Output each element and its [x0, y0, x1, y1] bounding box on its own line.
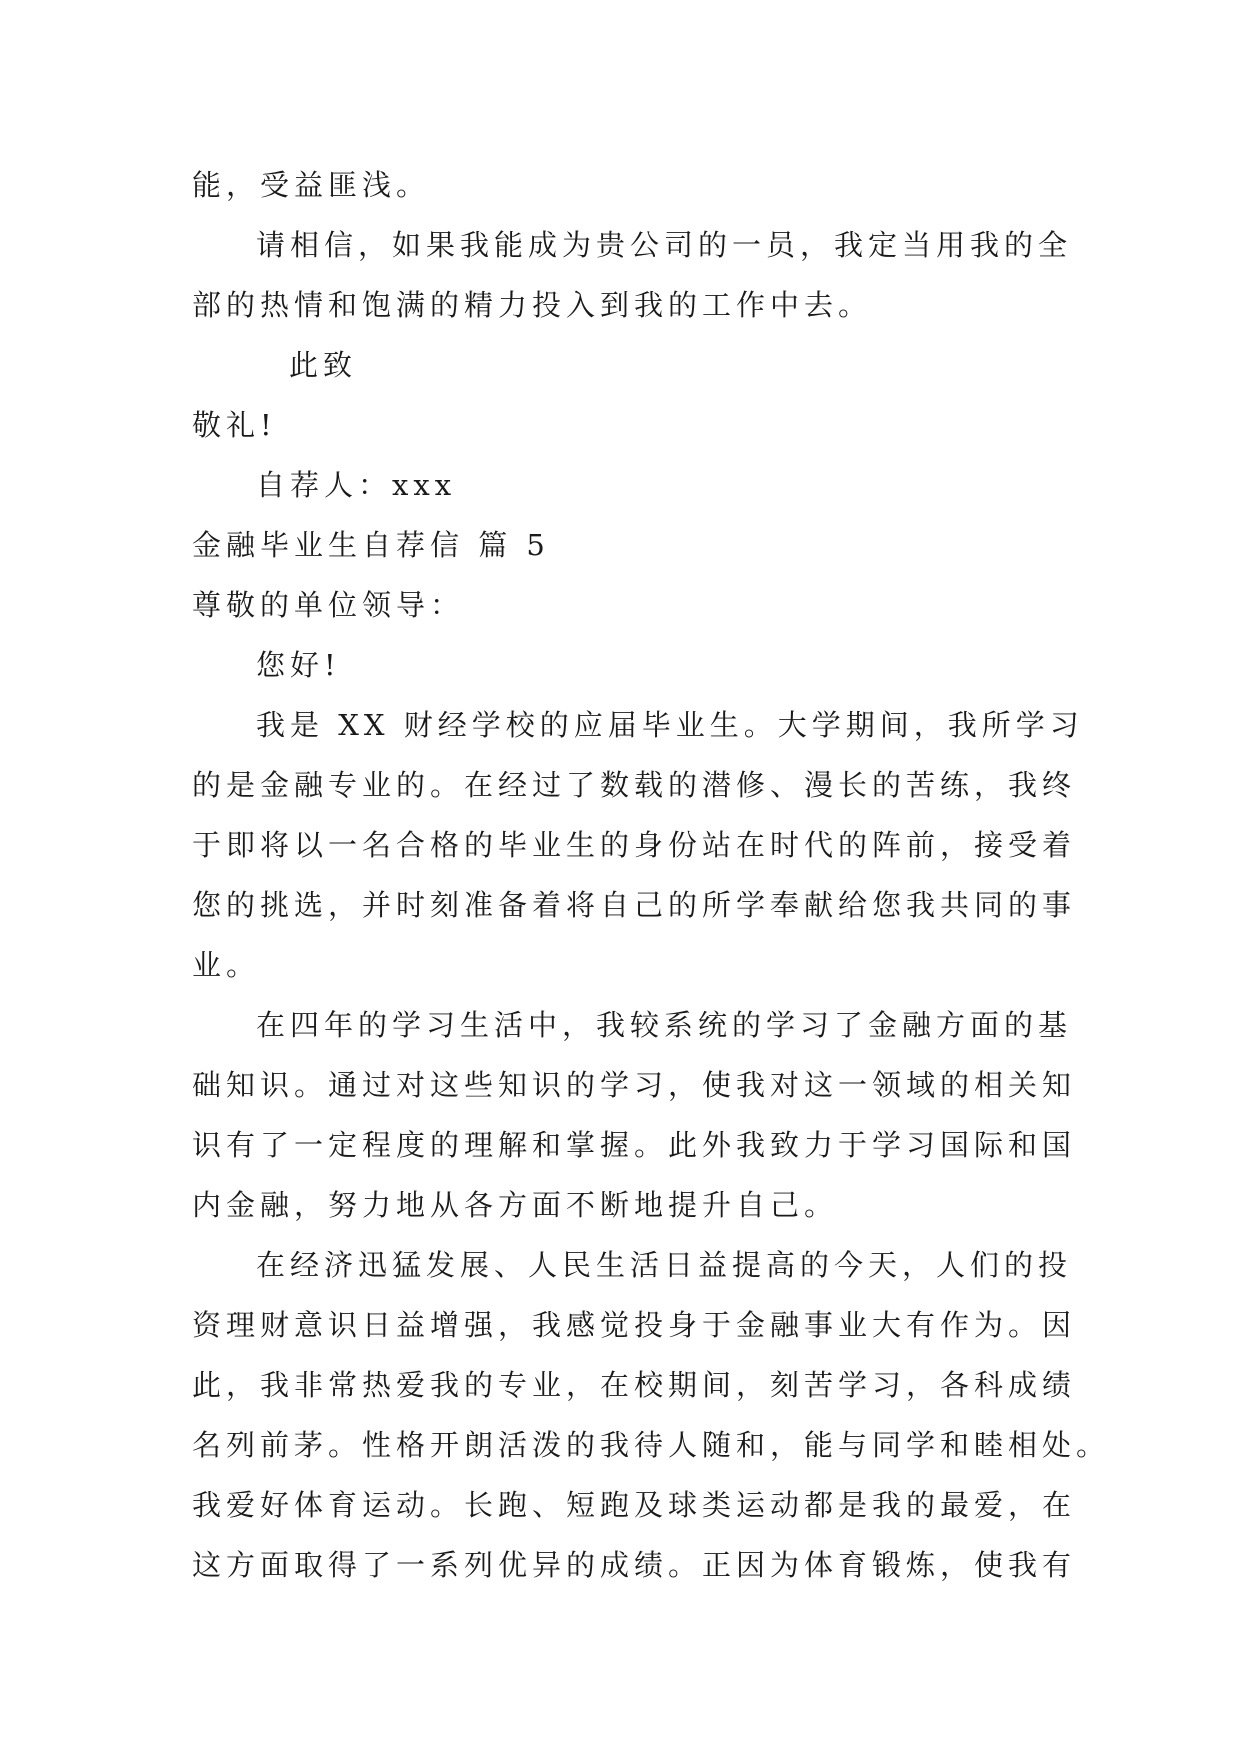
paragraph-line: 这方面取得了一系列优异的成绩。正因为体育锻炼，使我有	[192, 1548, 1077, 1582]
closing-paragraph	[192, 215, 1073, 335]
paragraph-line: 此，我非常热爱我的专业，在校期间，刻苦学习，各科成绩	[192, 1368, 1077, 1402]
paragraph-line: 的是金融专业的。在经过了数载的潜修、漫长的苦练，我终	[192, 768, 1077, 802]
paragraph-line: 在经济迅猛发展、人民生活日益提高的今天，人们的投	[256, 1248, 1073, 1282]
section-title: 金融毕业生自荐信 篇 5	[192, 528, 550, 562]
signature: 自荐人：xxx	[256, 468, 457, 502]
salutation: 尊敬的单位领导：	[192, 588, 465, 622]
paragraph-line: 内金融，努力地从各方面不断地提升自己。	[192, 1188, 839, 1222]
paragraph-3	[192, 1235, 1111, 1595]
paragraph-line: 我是 XX 财经学校的应届毕业生。大学期间，我所学习	[256, 708, 1084, 742]
document-body	[192, 155, 1111, 1595]
closing-phrase: 此致	[289, 348, 358, 382]
greeting: 您好!	[256, 648, 341, 682]
salute: 敬礼!	[192, 408, 277, 442]
paragraph-line: 业。	[192, 948, 261, 982]
paragraph-2	[192, 995, 1077, 1235]
paragraph-line: 您的挑选，并时刻准备着将自己的所学奉献给您我共同的事	[192, 888, 1077, 922]
paragraph-line: 在四年的学习生活中，我较系统的学习了金融方面的基	[256, 1008, 1073, 1042]
paragraph-line: 我爱好体育运动。长跑、短跑及球类运动都是我的最爱，在	[192, 1488, 1077, 1522]
paragraph-line: 础知识。通过对这些知识的学习，使我对这一领域的相关知	[192, 1068, 1077, 1102]
paragraph-line: 识有了一定程度的理解和掌握。此外我致力于学习国际和国	[192, 1128, 1077, 1162]
paragraph-line: 资理财意识日益增强，我感觉投身于金融事业大有作为。因	[192, 1308, 1077, 1342]
paragraph-line: 名列前茅。性格开朗活泼的我待人随和，能与同学和睦相处。	[192, 1428, 1111, 1462]
paragraph-line: 请相信，如果我能成为贵公司的一员，我定当用我的全	[256, 228, 1073, 262]
previous-letter-tail: 能，受益匪浅。	[192, 168, 431, 202]
paragraph-line: 于即将以一名合格的毕业生的身份站在时代的阵前，接受着	[192, 828, 1077, 862]
paragraph-1	[192, 695, 1084, 995]
paragraph-line: 部的热情和饱满的精力投入到我的工作中去。	[192, 288, 873, 322]
